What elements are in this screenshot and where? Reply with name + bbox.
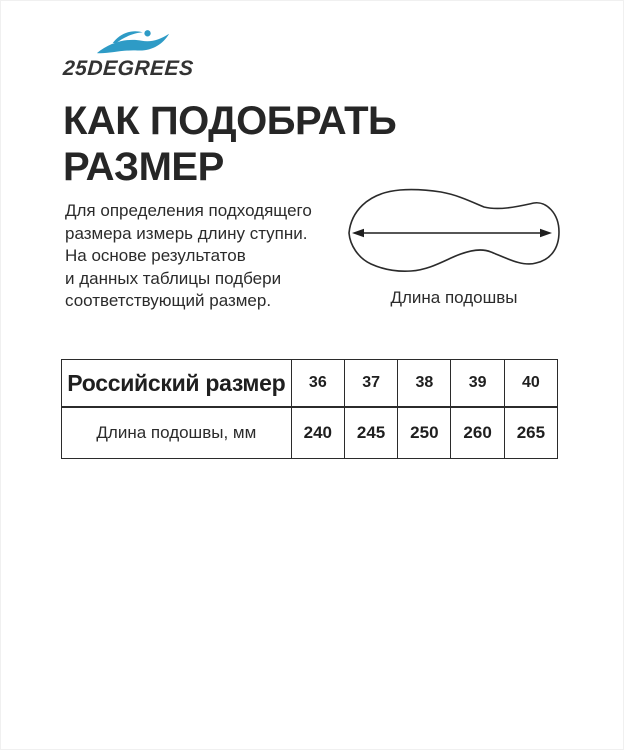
intro-line: и данных таблицы подбери xyxy=(65,268,282,288)
table-row-label: Длина подошвы, мм xyxy=(96,423,257,442)
sole-diagram xyxy=(348,187,560,308)
swimmer-icon xyxy=(96,28,170,58)
length-cell: 245 xyxy=(344,408,397,458)
intro-line: На основе результатов xyxy=(65,246,246,266)
size-cell: 39 xyxy=(450,360,503,406)
intro-line: Для определения подходящего xyxy=(65,201,312,220)
sole-caption: Длина подошвы xyxy=(390,288,518,307)
table-row-lengths xyxy=(62,408,557,458)
page-title xyxy=(63,98,396,190)
brand-logo xyxy=(63,28,203,80)
length-arrow xyxy=(352,229,552,237)
sole-outline xyxy=(349,190,559,272)
size-cell: 36 xyxy=(291,360,344,406)
page-title-line1: КАК ПОДОБРАТЬ xyxy=(63,99,397,143)
intro-line: соответствующий размер. xyxy=(65,291,272,311)
brand-wordmark: 25DEGREES xyxy=(62,57,195,80)
table-row-sizes xyxy=(62,360,557,408)
sole-outline-drawing xyxy=(348,187,560,275)
intro-line: размера измерь длину ступни. xyxy=(65,223,308,243)
length-cell: 240 xyxy=(291,408,344,458)
page-title-line2: РАЗМЕР xyxy=(63,145,224,189)
size-cell: 37 xyxy=(344,360,397,406)
table-header-label: Российский размер xyxy=(67,369,286,396)
length-cell: 260 xyxy=(450,408,503,458)
size-cell: 40 xyxy=(504,360,557,406)
size-table xyxy=(61,359,558,459)
length-cell: 265 xyxy=(504,408,557,458)
intro-text xyxy=(65,200,335,313)
length-cell: 250 xyxy=(397,408,450,458)
size-cell: 38 xyxy=(397,360,450,406)
